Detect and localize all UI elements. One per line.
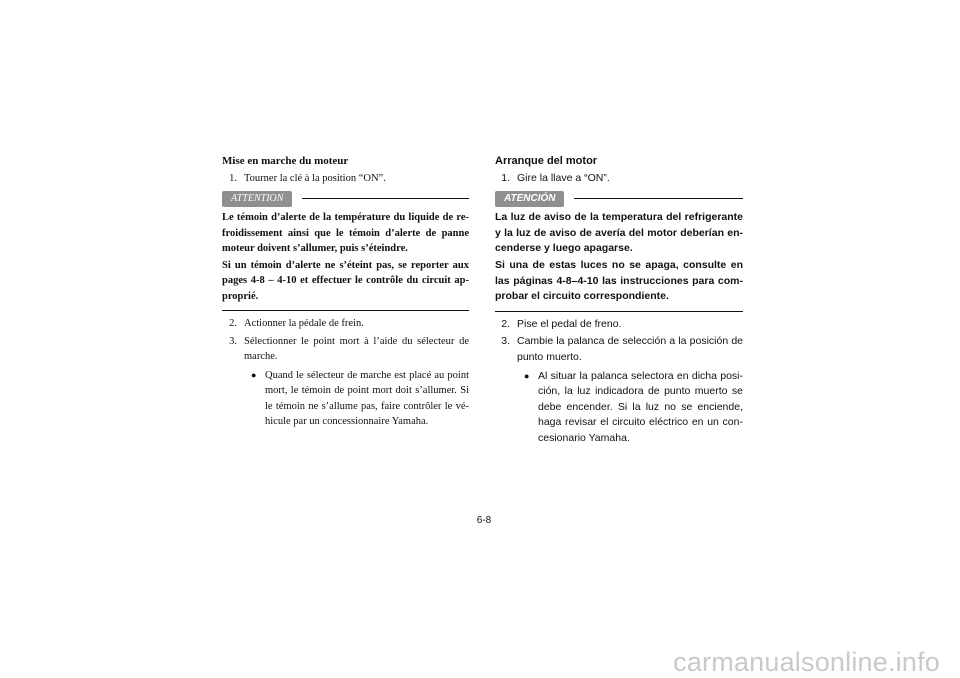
attention-badge: ATENCIÓN — [495, 191, 564, 207]
step-number: 1. — [229, 172, 237, 184]
attention-paragraph-1: Le témoin d’alerte de la température du liquide de re-froidissement ainsi que le témoin d’alerte de panne moteur doivent s’allumer, puis s’éteindre. — [222, 212, 469, 254]
step-number: 2. — [501, 317, 510, 330]
attention-rule — [302, 198, 469, 199]
attention-paragraph-2: Si un témoin d’alerte ne s’éteint pas, se reporter aux pages 4-8 – 4-10 et effectuer le contrôle du circuit ap-proprié. — [222, 259, 469, 302]
step-text: Actionner la pédale de frein. — [244, 318, 364, 329]
attention-paragraph-1: La luz de aviso de la temperatura del refrigerante y la luz de aviso de avería del motor deberían en-cenderse y luego apagarse. — [495, 211, 743, 255]
attention-badge: ATTENTION — [222, 191, 292, 207]
step-number: 3. — [501, 335, 510, 348]
section-heading: Arranque del motor — [495, 155, 598, 167]
step-text: Gire la llave a “ON”. — [517, 171, 610, 184]
step-number: 1. — [501, 171, 510, 184]
bullet-icon: ● — [524, 370, 530, 381]
attention-end-rule — [222, 310, 469, 311]
french-column — [222, 154, 469, 430]
step-2 — [222, 316, 469, 332]
step-text: Cambie la palanca de selección a la posición de punto muerto. — [517, 335, 743, 363]
step-number: 3. — [229, 335, 237, 347]
attention-end-rule — [495, 311, 743, 312]
attention-header — [222, 190, 469, 207]
attention-header — [495, 190, 743, 207]
step-3 — [222, 334, 469, 365]
page-number: 6-8 — [476, 515, 492, 526]
step-1 — [222, 171, 469, 187]
step-text: Pise el pedal de freno. — [517, 317, 622, 330]
bullet-item — [251, 368, 469, 430]
bullet-icon: ● — [251, 369, 257, 380]
attention-rule — [574, 198, 743, 199]
spanish-column — [495, 154, 743, 447]
step-text: Tourner la clé à la position “ON”. — [244, 172, 386, 184]
watermark: carmanualsonline.info — [673, 647, 940, 677]
step-number: 2. — [229, 318, 237, 329]
bullet-item — [524, 369, 743, 447]
step-2 — [495, 317, 743, 333]
step-1 — [495, 171, 743, 187]
bullet-text: Al situar la palanca selectora en dicha posi-ción, la luz indicadora de punto muerto se debe encender. Si la luz no se enciende, haga revisar el circuito eléctrico en un con-cesionario Yamaha. — [538, 369, 743, 444]
section-heading: Mise en marche du moteur — [222, 155, 349, 167]
attention-paragraph-2: Si una de estas luces no se apaga, consulte en las páginas 4-8–4-10 las instrucciones para com-probar el circuito correspondiente. — [495, 258, 743, 303]
step-text: Sélectionner le point mort à l’aide du sélecteur de marche. — [244, 335, 469, 362]
step-3 — [495, 334, 743, 365]
bullet-text: Quand le sélecteur de marche est placé au point mort, le témoin de point mort doit s’allumer. Si le témoin ne s’allume pas, faire contrôler le vé-hicule par un concessionnaire Yamaha. — [265, 369, 469, 427]
